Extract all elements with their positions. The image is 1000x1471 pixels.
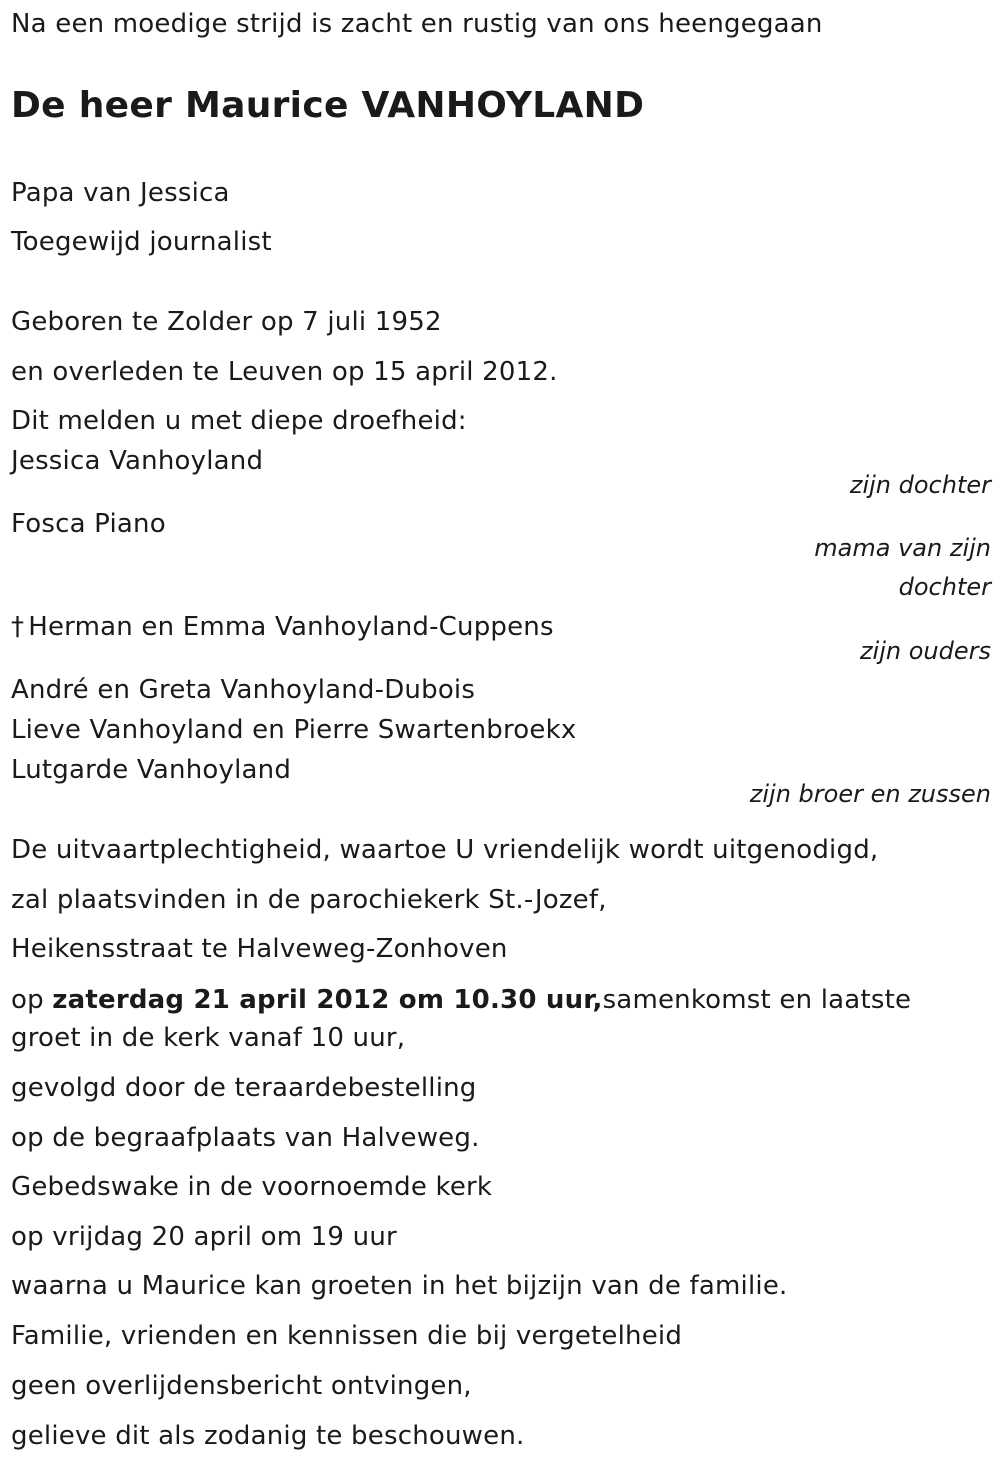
mourner-relation: zijn ouders	[859, 637, 991, 665]
funeral-text: op vrijdag 20 april om 19 uur	[11, 1222, 397, 1252]
mourner-name: Herman en Emma Vanhoyland-Cuppens	[28, 612, 554, 642]
mourner-parents	[11, 609, 554, 645]
funeral-text: op	[11, 985, 53, 1015]
cross-icon: †	[11, 612, 25, 642]
funeral-text: gelieve dit als zodanig te beschouwen.	[11, 1421, 525, 1451]
funeral-text: geen overlijdensbericht ontvingen,	[11, 1371, 472, 1401]
intro-text: Na een moedige strijd is zacht en rustig van ons heengegaan	[11, 9, 823, 39]
funeral-text: De uitvaartplechtigheid, waartoe U vriendelijk wordt uitgenodigd,	[11, 835, 879, 865]
funeral-date: zaterdag 21 april 2012 om 10.30 uur,	[52, 985, 603, 1015]
funeral-text: Gebedswake in de voornoemde kerk	[11, 1172, 493, 1202]
announcement-text: Dit melden u met diepe droefheid:	[11, 406, 467, 436]
mourner-relation: dochter	[898, 573, 991, 601]
death-text: en overleden te Leuven op 15 april 2012.	[11, 357, 558, 387]
mourner-relation: mama van zijn	[814, 534, 991, 562]
funeral-text: waarna u Maurice kan groeten in het bijzijn van de familie.	[11, 1271, 788, 1301]
mourner-relation: zijn dochter	[849, 471, 991, 499]
funeral-text: gevolgd door de teraardebestelling	[11, 1073, 477, 1103]
funeral-date-paragraph	[11, 981, 986, 1057]
deceased-name: De heer Maurice VANHOYLAND	[11, 85, 645, 126]
funeral-text: Heikensstraat te Halveweg-Zonhoven	[11, 934, 508, 964]
mourner-relation: zijn broer en zussen	[749, 780, 991, 808]
deceased-role-journalist: Toegewijd journalist	[11, 227, 272, 257]
mourner-name: Lutgarde Vanhoyland	[11, 755, 292, 785]
funeral-text: Familie, vrienden en kennissen die bij vergetelheid	[11, 1321, 683, 1351]
mourner-name: Fosca Piano	[11, 509, 166, 539]
mourner-name: Lieve Vanhoyland en Pierre Swartenbroekx	[11, 715, 577, 745]
funeral-text: op de begraafplaats van Halveweg.	[11, 1123, 480, 1153]
mourner-name: Jessica Vanhoyland	[11, 446, 264, 476]
birth-text: Geboren te Zolder op 7 juli 1952	[11, 307, 442, 337]
funeral-text: samenkomst en laatste groet in de kerk vanaf 10 uur,	[11, 985, 912, 1053]
mourner-name: André en Greta Vanhoyland-Dubois	[11, 675, 476, 705]
funeral-text: zal plaatsvinden in de parochiekerk St.-Jozef,	[11, 885, 607, 915]
deceased-role-papa: Papa van Jessica	[11, 178, 230, 208]
